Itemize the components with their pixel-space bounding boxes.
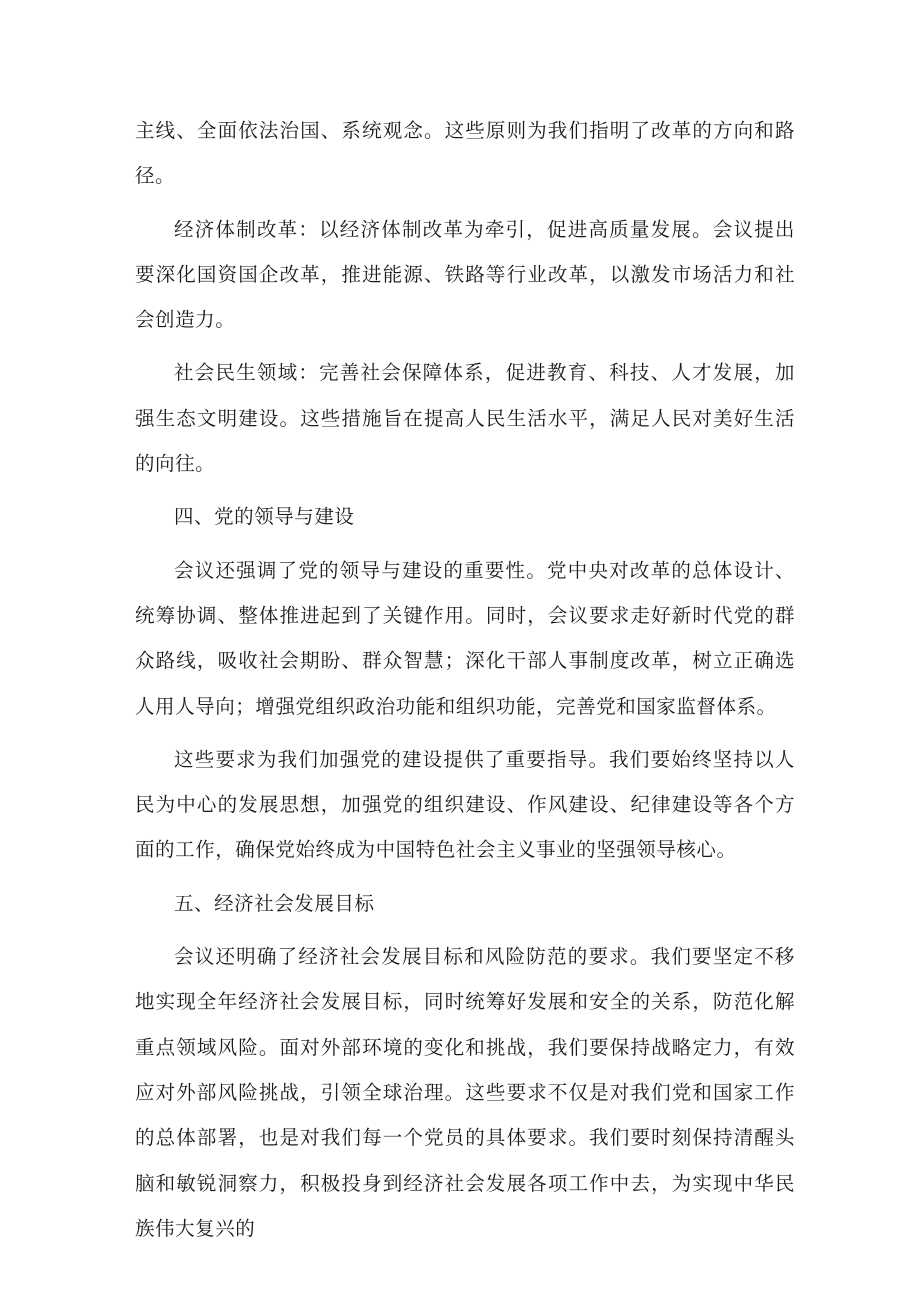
document-body	[135, 108, 795, 1259]
paragraph-party-building-guidance: 这些要求为我们加强党的建设提供了重要指导。我们要始终坚持以人民为中心的发展思想，加强党的组织建设、作风建设、纪律建设等各个方面的工作，确保党始终成为中国特色社会主义事业的坚强领导核心。	[135, 747, 795, 862]
paragraph-development-goals: 会议还明确了经济社会发展目标和风险防范的要求。我们要坚定不移地实现全年经济社会发展目标，同时统筹好发展和安全的关系，防范化解重点领域风险。面对外部环境的变化和挑战，我们要保持战略定力，有效应对外部风险挑战，引领全球治理。这些要求不仅是对我们党和国家工作的总体部署，也是对我们每一个党员的具体要求。我们要时刻保持清醒头脑和敏锐洞察力，积极投身到经济社会发展各项工作中去，为实现中华民族伟大复兴的	[135, 945, 795, 1240]
paragraph-continued: 主线、全面依法治国、系统观念。这些原则为我们指明了改革的方向和路径。	[135, 119, 795, 188]
paragraph-social-livelihood: 社会民生领域：完善社会保障体系，促进教育、科技、人才发展，加强生态文明建设。这些措施旨在提高人民生活水平，满足人民对美好生活的向往。	[135, 361, 795, 476]
section-heading-party-leadership: 四、党的领导与建设	[174, 505, 355, 529]
section-heading-development-goals: 五、经济社会发展目标	[174, 891, 375, 915]
paragraph-economic-reform: 经济体制改革：以经济体制改革为牵引，促进高质量发展。会议提出要深化国资国企改革，推进能源、铁路等行业改革，以激发市场活力和社会创造力。	[135, 217, 795, 332]
paragraph-party-leadership: 会议还强调了党的领导与建设的重要性。党中央对改革的总体设计、统筹协调、整体推进起到了关键作用。同时，会议要求走好新时代党的群众路线，吸收社会期盼、群众智慧；深化干部人事制度改革，树立正确选人用人导向；增强党组织政治功能和组织功能，完善党和国家监督体系。	[135, 558, 795, 718]
